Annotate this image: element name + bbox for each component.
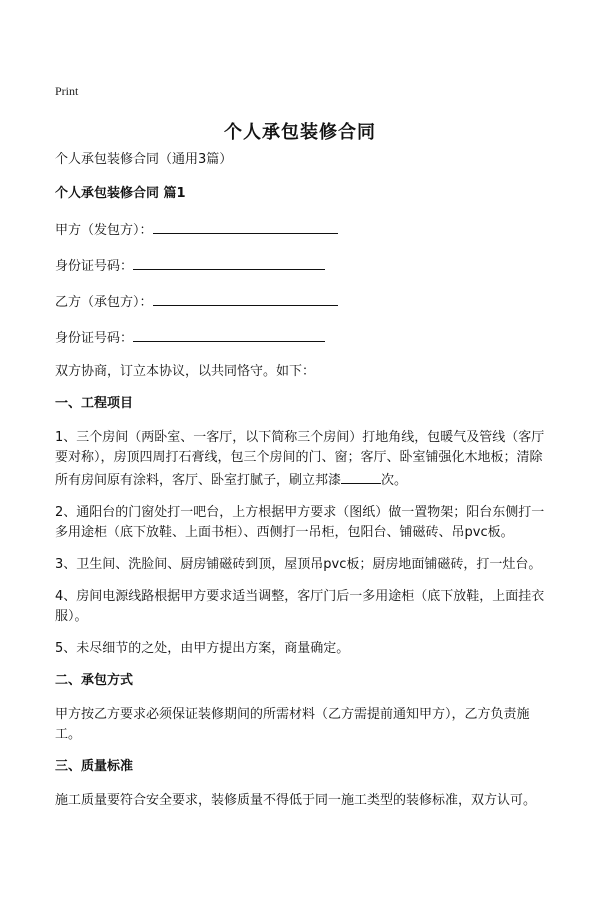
- project-item-3: 3、卫生间、洗脸间、厨房铺磁砖到顶，屋顶吊pvc板；厨房地面铺磁砖，打一灶台。: [55, 557, 542, 572]
- id-number-field-2: [55, 326, 550, 349]
- project-item-2: 2、通阳台的门窗处打一吧台，上方根据甲方要求（图纸）做一置物架；阳台东侧打一多用途柜（底下放鞋、上面书柜）、西侧打一吊柜，包阳台、铺磁砖、吊pvc板。: [55, 505, 545, 540]
- id-number-blank-2[interactable]: [133, 326, 325, 342]
- document-body: [55, 150, 550, 823]
- project-item-1: [55, 428, 550, 491]
- project-item-1-text: 1、三个房间（两卧室、一客厅，以下简称三个房间）打地角线，包暖气及管线（客厅要对称），房顶四周打石膏线，包三个房间的门、窗；客厅、卧室铺强化木地板；清除所有房间原有涂料，客厅、卧室打腻子，刷立邦漆: [55, 430, 545, 488]
- party-a-label: 甲方（发包方）：: [55, 223, 153, 238]
- id-number-label-1: 身份证号码：: [55, 259, 134, 274]
- section-title: 个人承包装修合同 篇1: [55, 186, 186, 201]
- id-number-field-1: [55, 254, 550, 277]
- party-b-field: [55, 290, 550, 313]
- project-item-1-end: 次。: [381, 473, 408, 488]
- party-a-field: [55, 218, 550, 241]
- contract-method-text: 甲方按乙方要求必须保证装修期间的所需材料（乙方需提前通知甲方），乙方负责施工。: [55, 707, 530, 742]
- quality-standard-text: 施工质量要符合安全要求，装修质量不得低于同一施工类型的装修标准，双方认可。: [55, 793, 537, 808]
- project-item-5: 5、未尽细节的之处，由甲方提出方案，商量确定。: [55, 641, 350, 656]
- paint-count-blank[interactable]: [341, 468, 381, 484]
- contract-method-heading: 二、承包方式: [55, 673, 134, 688]
- agreement-intro: 双方协商，订立本协议，以共同恪守。如下：: [55, 364, 316, 379]
- id-number-blank-1[interactable]: [133, 254, 325, 270]
- id-number-label-2: 身份证号码：: [55, 331, 134, 346]
- print-label: Print: [55, 84, 79, 98]
- project-heading: 一、工程项目: [55, 396, 134, 411]
- document-subtitle: 个人承包装修合同（通用3篇）: [55, 152, 233, 167]
- project-item-4: 4、房间电源线路根据甲方要求适当调整，客厅门后一多用途柜（底下放鞋，上面挂衣服）。: [55, 589, 545, 624]
- document-title: 个人承包装修合同: [224, 122, 376, 143]
- quality-standard-heading: 三、质量标准: [55, 759, 134, 774]
- party-a-blank[interactable]: [153, 218, 338, 234]
- party-b-blank[interactable]: [153, 290, 338, 306]
- party-b-label: 乙方（承包方）：: [55, 295, 153, 310]
